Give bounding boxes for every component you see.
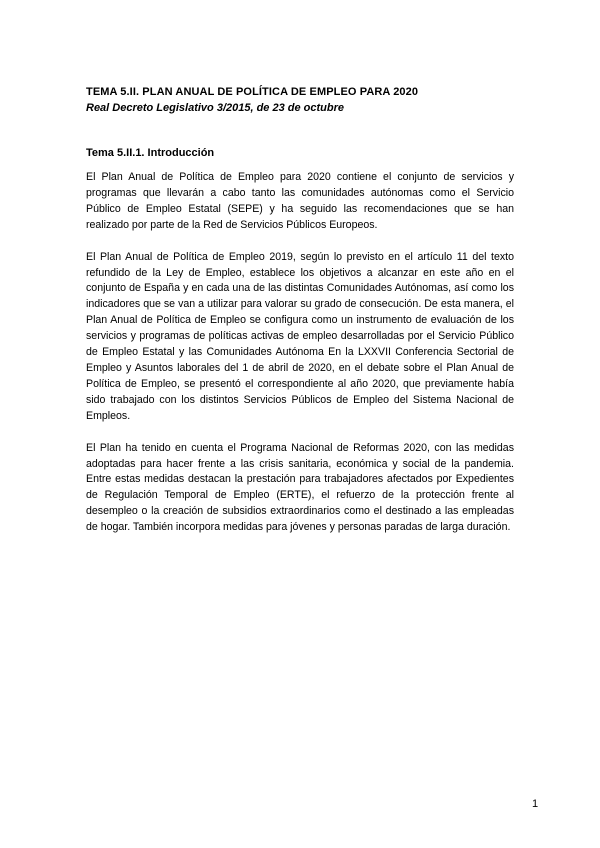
document-header <box>86 84 516 116</box>
document-subtitle: Real Decreto Legislativo 3/2015, de 23 de octubre <box>86 102 344 114</box>
paragraph-intro: El Plan Anual de Política de Empleo para 2020 contiene el conjunto de servicios y programas que llevarán a cabo tanto las comunidades autónomas como el Servicio Público de Empleo Estatal (SEPE) y ha seguido las recomendaciones que se han realizado por parte de la Red de Servicios Públicos Europeos. <box>86 171 514 231</box>
body-text <box>86 170 514 552</box>
section-heading: Tema 5.II.1. Introducción <box>86 147 215 159</box>
paragraph-plan-2019: El Plan Anual de Política de Empleo 2019, según lo previsto en el artículo 11 del texto refundido de la Ley de Empleo, establece los objetivos a alcanzar en este año en el conjunto de España y en cada una de las distintas Comunidades Autónomas, así como los indicadores que se van a utilizar para valorar su grado de consecución. De esta manera, el Plan Anual de Política de Empleo se configura como un instrumento de evaluación de los servicios y programas de políticas activas de empleo desarrolladas por el Servicio Público de Empleo Estatal y las Comunidades Autónoma En la LXXVII Conferencia Sectorial de Empleo y Asuntos laborales del 1 de abril de 2020, en el debate sobre el Plan Anual de Política de Empleo, se presentó el correspondiente al año 2020, que previamente había sido trabajado con los distintos Servicios Públicos de Empleo del Sistema Nacional de Empleos. <box>86 250 514 422</box>
page-number: 1 <box>532 798 539 810</box>
document-title: TEMA 5.II. PLAN ANUAL DE POLÍTICA DE EMPLEO PARA 2020 <box>86 86 419 98</box>
paragraph-reformas: El Plan ha tenido en cuenta el Programa Nacional de Reformas 2020, con las medidas adoptadas para hacer frente a las crisis sanitaria, económica y social de la pandemia. Entre estas medidas destacan la prestación para trabajadores afectados por Expedientes de Regulación Temporal de Empleo (ERTE), el refuerzo de la protección frente al desempleo o la creación de subsidios extraordinarios como el destinado a las empleadas de hogar. También incorpora medidas para jóvenes y personas paradas de larga duración. <box>86 441 514 534</box>
